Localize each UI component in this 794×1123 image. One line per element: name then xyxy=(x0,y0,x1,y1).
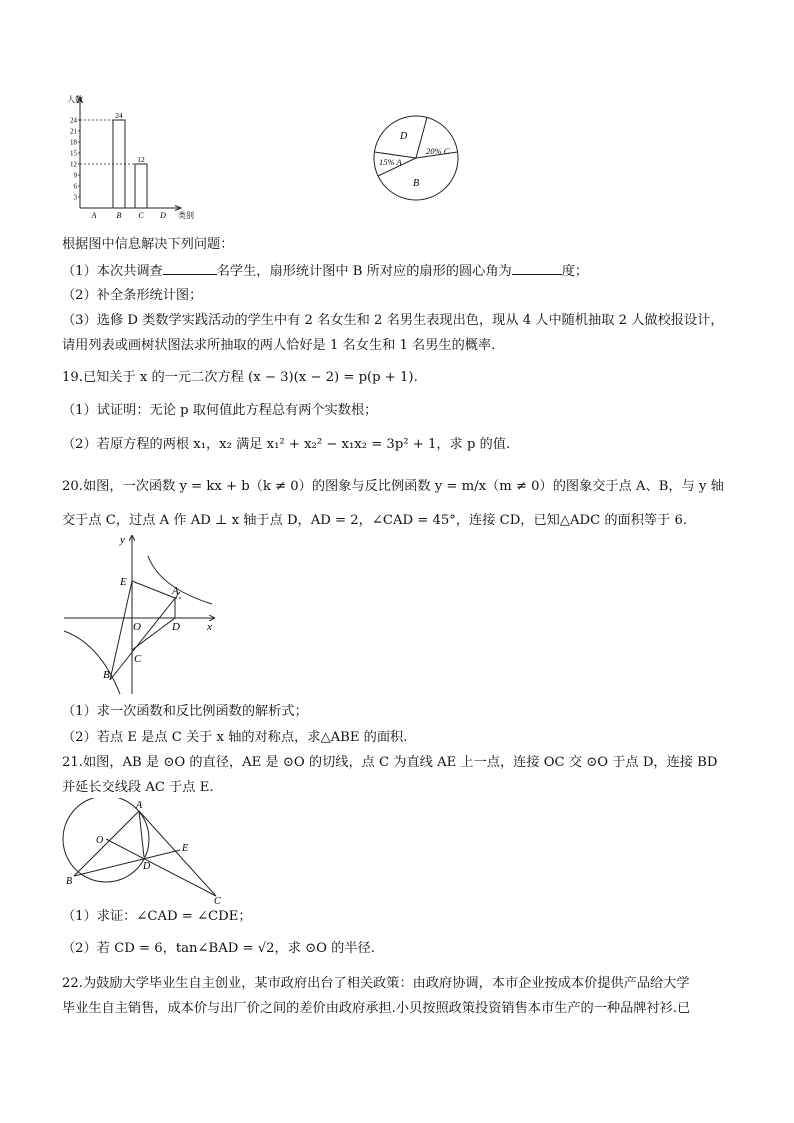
label-b: B xyxy=(103,669,110,681)
segment-eb xyxy=(110,581,132,680)
label-o: O xyxy=(96,835,104,846)
pie-chart xyxy=(370,112,462,204)
hyperbola-branch-1 xyxy=(148,556,212,604)
answer-blank-1[interactable] xyxy=(163,262,217,275)
label-a: A xyxy=(136,800,143,811)
q18-intro: 根据图中信息解决下列问题： xyxy=(62,237,234,252)
segment-oc xyxy=(106,839,216,896)
q20-figure xyxy=(62,532,222,697)
q21-figure xyxy=(62,798,232,904)
bar-ytick-label: 3 xyxy=(73,193,77,202)
label-d: D xyxy=(143,861,151,872)
label-d: D xyxy=(172,621,180,633)
bar-xlabel: 类别 xyxy=(178,211,194,220)
bar-category-label: B xyxy=(116,211,122,220)
q18-part1-b: 名学生，扇形统计图中 B 所对应的扇形的圆心角为 xyxy=(216,264,512,279)
q18-part2: （2）补全条形统计图； xyxy=(62,288,203,303)
bar-chart xyxy=(62,92,202,224)
bar-ytick-label: 6 xyxy=(73,182,77,191)
bar-ytick-label: 21 xyxy=(70,127,77,136)
q18-part1-a: （1）本次共调查 xyxy=(62,264,163,279)
q21-stem-line2: 并延长交线段 AC 于点 E. xyxy=(62,780,214,795)
hyperbola-branch-2 xyxy=(64,631,120,694)
label-y: y xyxy=(120,534,125,546)
q21-part2: （2）若 CD = 6，tan∠BAD = √2，求 ⊙O 的半径. xyxy=(62,941,375,956)
segment-ea xyxy=(132,581,175,598)
q20-stem-line1: 20.如图，一次函数 y = kx + b（k ≠ 0）的图象与反比例函数 y = m/x（m ≠ 0）的图象交于点 A、B，与 y 轴 xyxy=(62,479,724,494)
q18-part3-line2: 请用列表或画树状图法求所抽取的两人恰好是 1 名女生和 1 名男生的概率. xyxy=(62,338,496,353)
q22-line1: 22.为鼓励大学毕业生自主创业，某市政府出台了相关政策：由政府协调，本市企业按成本价提供产品给大学 xyxy=(62,976,690,991)
q20-part2: （2）若点 E 是点 C 关于 x 轴的对称点，求△ABE 的面积. xyxy=(62,730,408,745)
q21-stem-line1: 21.如图，AB 是 ⊙O 的直径，AE 是 ⊙O 的切线，点 C 为直线 AE 上一点，连接 OC 交 ⊙O 于点 D，连接 BD xyxy=(62,755,718,770)
segment-be xyxy=(74,850,180,876)
answer-blank-2[interactable] xyxy=(512,262,562,275)
bar-ylabel: 人数 xyxy=(67,95,83,104)
bar-category-label: C xyxy=(138,211,144,220)
label-o: O xyxy=(133,621,141,633)
q20-part1: （1）求一次函数和反比例函数的解析式； xyxy=(62,704,308,719)
q19-stem: 19.已知关于 x 的一元二次方程 (x − 3)(x − 2) = p(p + 1). xyxy=(62,370,418,385)
q18-part1-c: 度； xyxy=(561,264,589,279)
q20-stem-line2: 交于点 C，过点 A 作 AD ⊥ x 轴于点 D，AD = 2，∠CAD = 45°，连接 CD，已知△ADC 的面积等于 6. xyxy=(62,513,688,528)
q18-part1 xyxy=(62,262,588,281)
label-b: B xyxy=(66,876,73,887)
tangent-ac xyxy=(139,811,216,896)
bar-ytick-label: 15 xyxy=(70,149,77,158)
bar-value-label: 12 xyxy=(137,155,145,164)
bar-ytick-label: 24 xyxy=(70,116,77,125)
bar-category-label: D xyxy=(160,211,166,220)
pie-label-c: 20% C xyxy=(426,146,450,156)
q22-line2: 毕业生自主销售，成本价与出厂价之间的差价由政府承担.小贝按照政策投资销售本市生产的一种品牌衬衫.已 xyxy=(62,1001,691,1016)
bar-value-label: 24 xyxy=(115,111,123,120)
q18-part3-line1: （3）选修 D 类数学实践活动的学生中有 2 名女生和 2 名男生表现出色，现从 4 人中随机抽取 2 人做校报设计， xyxy=(62,313,724,328)
bar-category-label: A xyxy=(91,211,97,220)
q19-part2: （2）若原方程的两根 x₁，x₂ 满足 x₁² + x₂² − x₁x₂ = 3p² + 1，求 p 的值. xyxy=(62,437,511,452)
line-ab xyxy=(110,592,180,680)
label-c: C xyxy=(134,653,142,665)
bar-ytick-label: 9 xyxy=(73,171,77,180)
label-x: x xyxy=(207,621,212,633)
label-a: A xyxy=(172,585,179,597)
bar-B xyxy=(113,120,125,208)
label-e: E xyxy=(120,576,127,588)
q21-part1: （1）求证：∠CAD = ∠CDE； xyxy=(62,909,252,924)
pie-label-d: D xyxy=(400,131,408,142)
diameter-ab xyxy=(74,811,139,876)
bar-ytick-label: 12 xyxy=(70,160,77,169)
bar-ytick-label: 18 xyxy=(70,138,77,147)
label-c: C xyxy=(214,896,221,904)
pie-label-a: 15% A xyxy=(379,157,402,167)
q19-part1: （1）试证明：无论 p 取何值此方程总有两个实数根； xyxy=(62,403,378,418)
pie-label-b: B xyxy=(413,178,420,189)
label-e: E xyxy=(182,843,189,854)
bar-C xyxy=(135,164,147,208)
